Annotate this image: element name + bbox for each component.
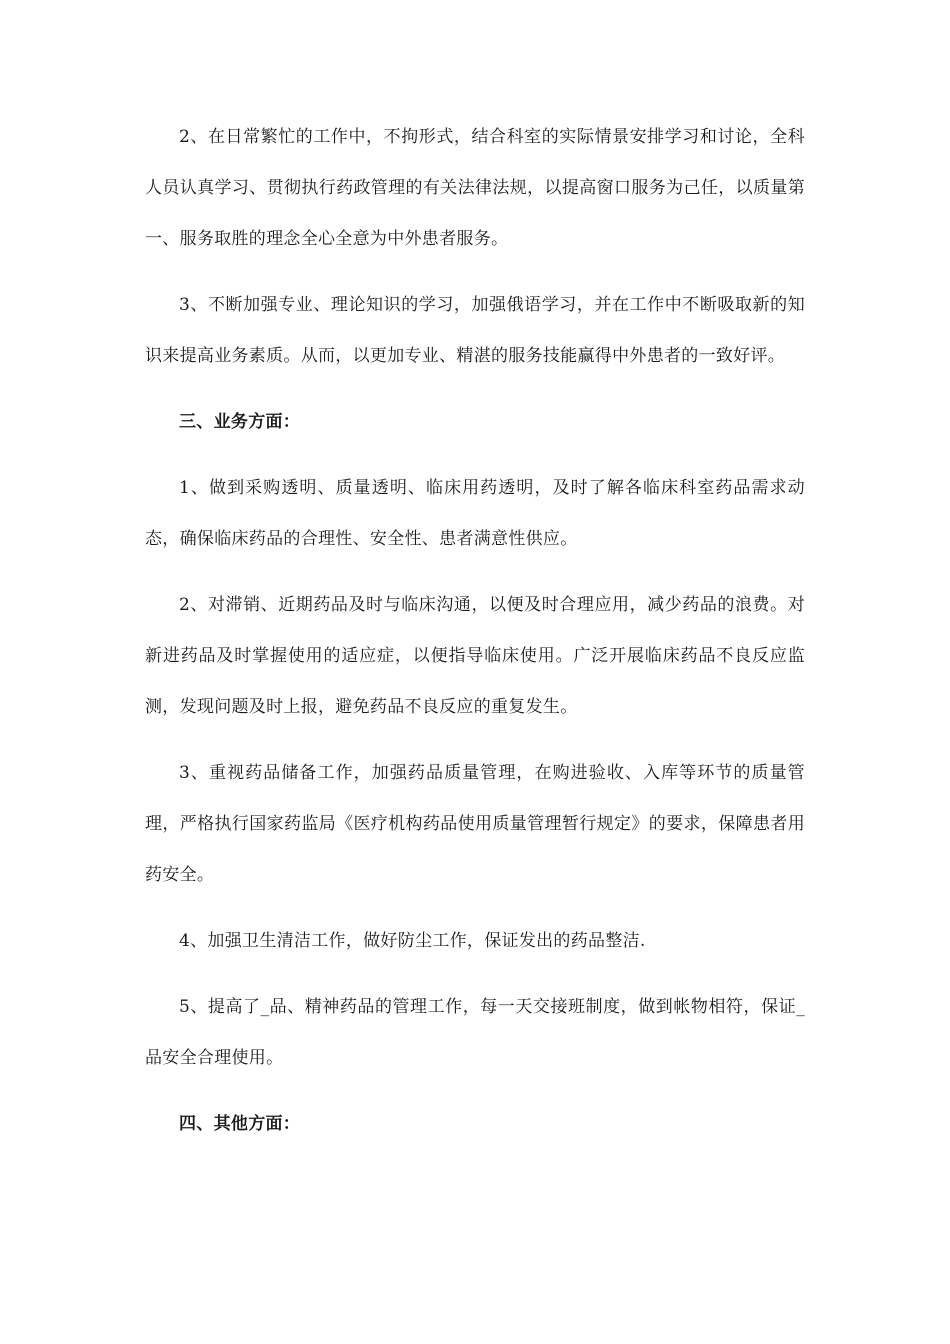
document-body <box>145 112 805 1165</box>
paragraph-business-4: 4、加强卫生清洁工作，做好防尘工作，保证发出的药品整洁. <box>179 931 646 951</box>
paragraph-2-work-study: 2、在日常繁忙的工作中，不拘形式，结合科室的实际情景安排学习和讨论，全科人员认真学习、贯彻执行药政管理的有关法律法规，以提高窗口服务为己任，以质量第一、服务取胜的理念全心全意为中外患者服务。 <box>145 127 805 249</box>
paragraph-business-1: 1、做到采购透明、质量透明、临床用药透明，及时了解各临床科室药品需求动态，确保临床药品的合理性、安全性、患者满意性供应。 <box>145 478 805 549</box>
paragraph-business-5: 5、提高了_品、精神药品的管理工作，每一天交接班制度，做到帐物相符，保证_品安全合理使用。 <box>145 997 805 1068</box>
section-heading-business: 三、业务方面： <box>179 412 301 432</box>
paragraph-business-3: 3、重视药品储备工作，加强药品质量管理，在购进验收、入库等环节的质量管理，严格执行国家药监局《医疗机构药品使用质量管理暂行规定》的要求，保障患者用药安全。 <box>145 763 805 885</box>
paragraph-3-knowledge: 3、不断加强专业、理论知识的学习，加强俄语学习，并在工作中不断吸取新的知识来提高业务素质。从而，以更加专业、精湛的服务技能赢得中外患者的一致好评。 <box>145 295 805 366</box>
section-heading-other: 四、其他方面： <box>179 1114 301 1134</box>
paragraph-business-2: 2、对滞销、近期药品及时与临床沟通，以便及时合理应用，减少药品的浪费。对新进药品及时掌握使用的适应症，以便指导临床使用。广泛开展临床药品不良反应监测，发现问题及时上报，避免药品不良反应的重复发生。 <box>145 595 805 717</box>
